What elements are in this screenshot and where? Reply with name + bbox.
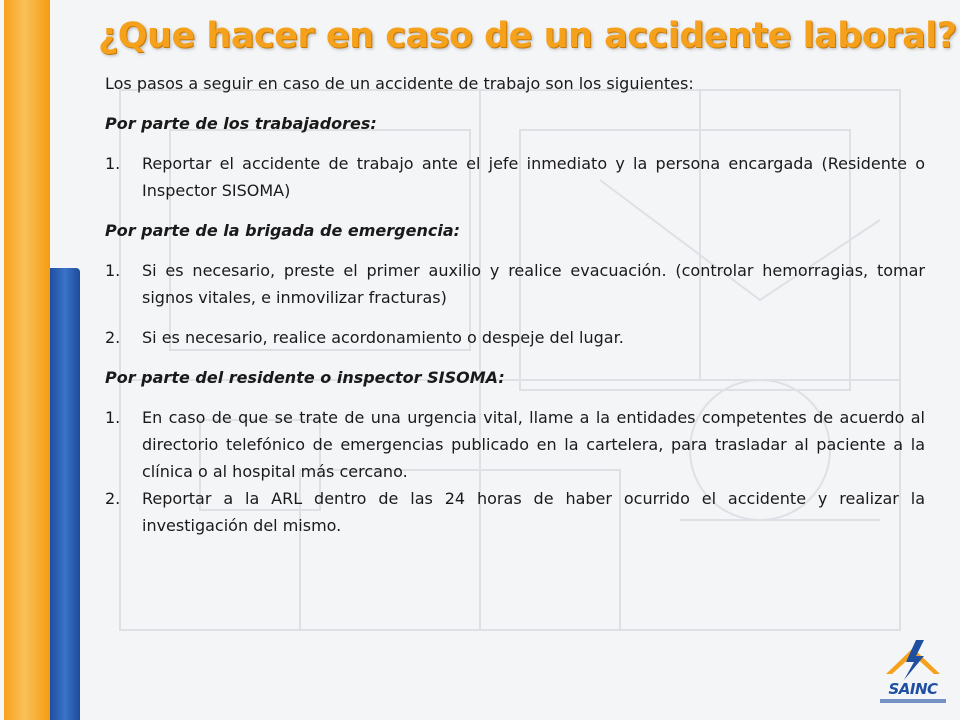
list-item	[105, 324, 925, 351]
step-text: En caso de que se trate de una urgencia vital, llame a la entidades competentes de acuerdo al directorio telefónico de emergencias publicado en la cartelera, para trasladar al paciente a la clínica o al hospital más cercano.	[142, 408, 925, 481]
intro-text: Los pasos a seguir en caso de un accidente de trabajo son los siguientes:	[105, 74, 694, 93]
section-heading-trabajadores: Por parte de los trabajadores:	[105, 114, 377, 133]
section-heading-residente: Por parte del residente o inspector SISOMA:	[105, 368, 505, 387]
list-item	[105, 257, 925, 311]
step-text: Reportar a la ARL dentro de las 24 horas de haber ocurrido el accidente y realizar la investigación del mismo.	[142, 489, 925, 535]
list-item	[105, 150, 925, 204]
step-number: 1.	[105, 408, 121, 427]
step-number: 1.	[105, 261, 121, 280]
section-heading-brigada: Por parte de la brigada de emergencia:	[105, 221, 461, 240]
step-number: 1.	[105, 154, 121, 173]
slide-content	[105, 70, 925, 539]
list-item	[105, 485, 925, 539]
list-item	[105, 404, 925, 485]
left-blue-stripe	[50, 268, 80, 720]
slide-title: ¿Que hacer en caso de un accidente laboral?	[98, 16, 957, 56]
step-text: Si es necesario, realice acordonamiento o despeje del lugar.	[142, 328, 624, 347]
step-number: 2.	[105, 328, 121, 347]
logo-text: SAINC	[888, 680, 938, 698]
left-orange-stripe	[4, 0, 50, 720]
step-number: 2.	[105, 489, 121, 508]
logo-underline	[880, 699, 946, 703]
step-text: Reportar el accidente de trabajo ante el jefe inmediato y la persona encargada (Residente o Inspector SISOMA)	[142, 154, 925, 200]
step-text: Si es necesario, preste el primer auxilio y realice evacuación. (controlar hemorragias, tomar signos vitales, e inmovilizar fracturas)	[142, 261, 925, 307]
